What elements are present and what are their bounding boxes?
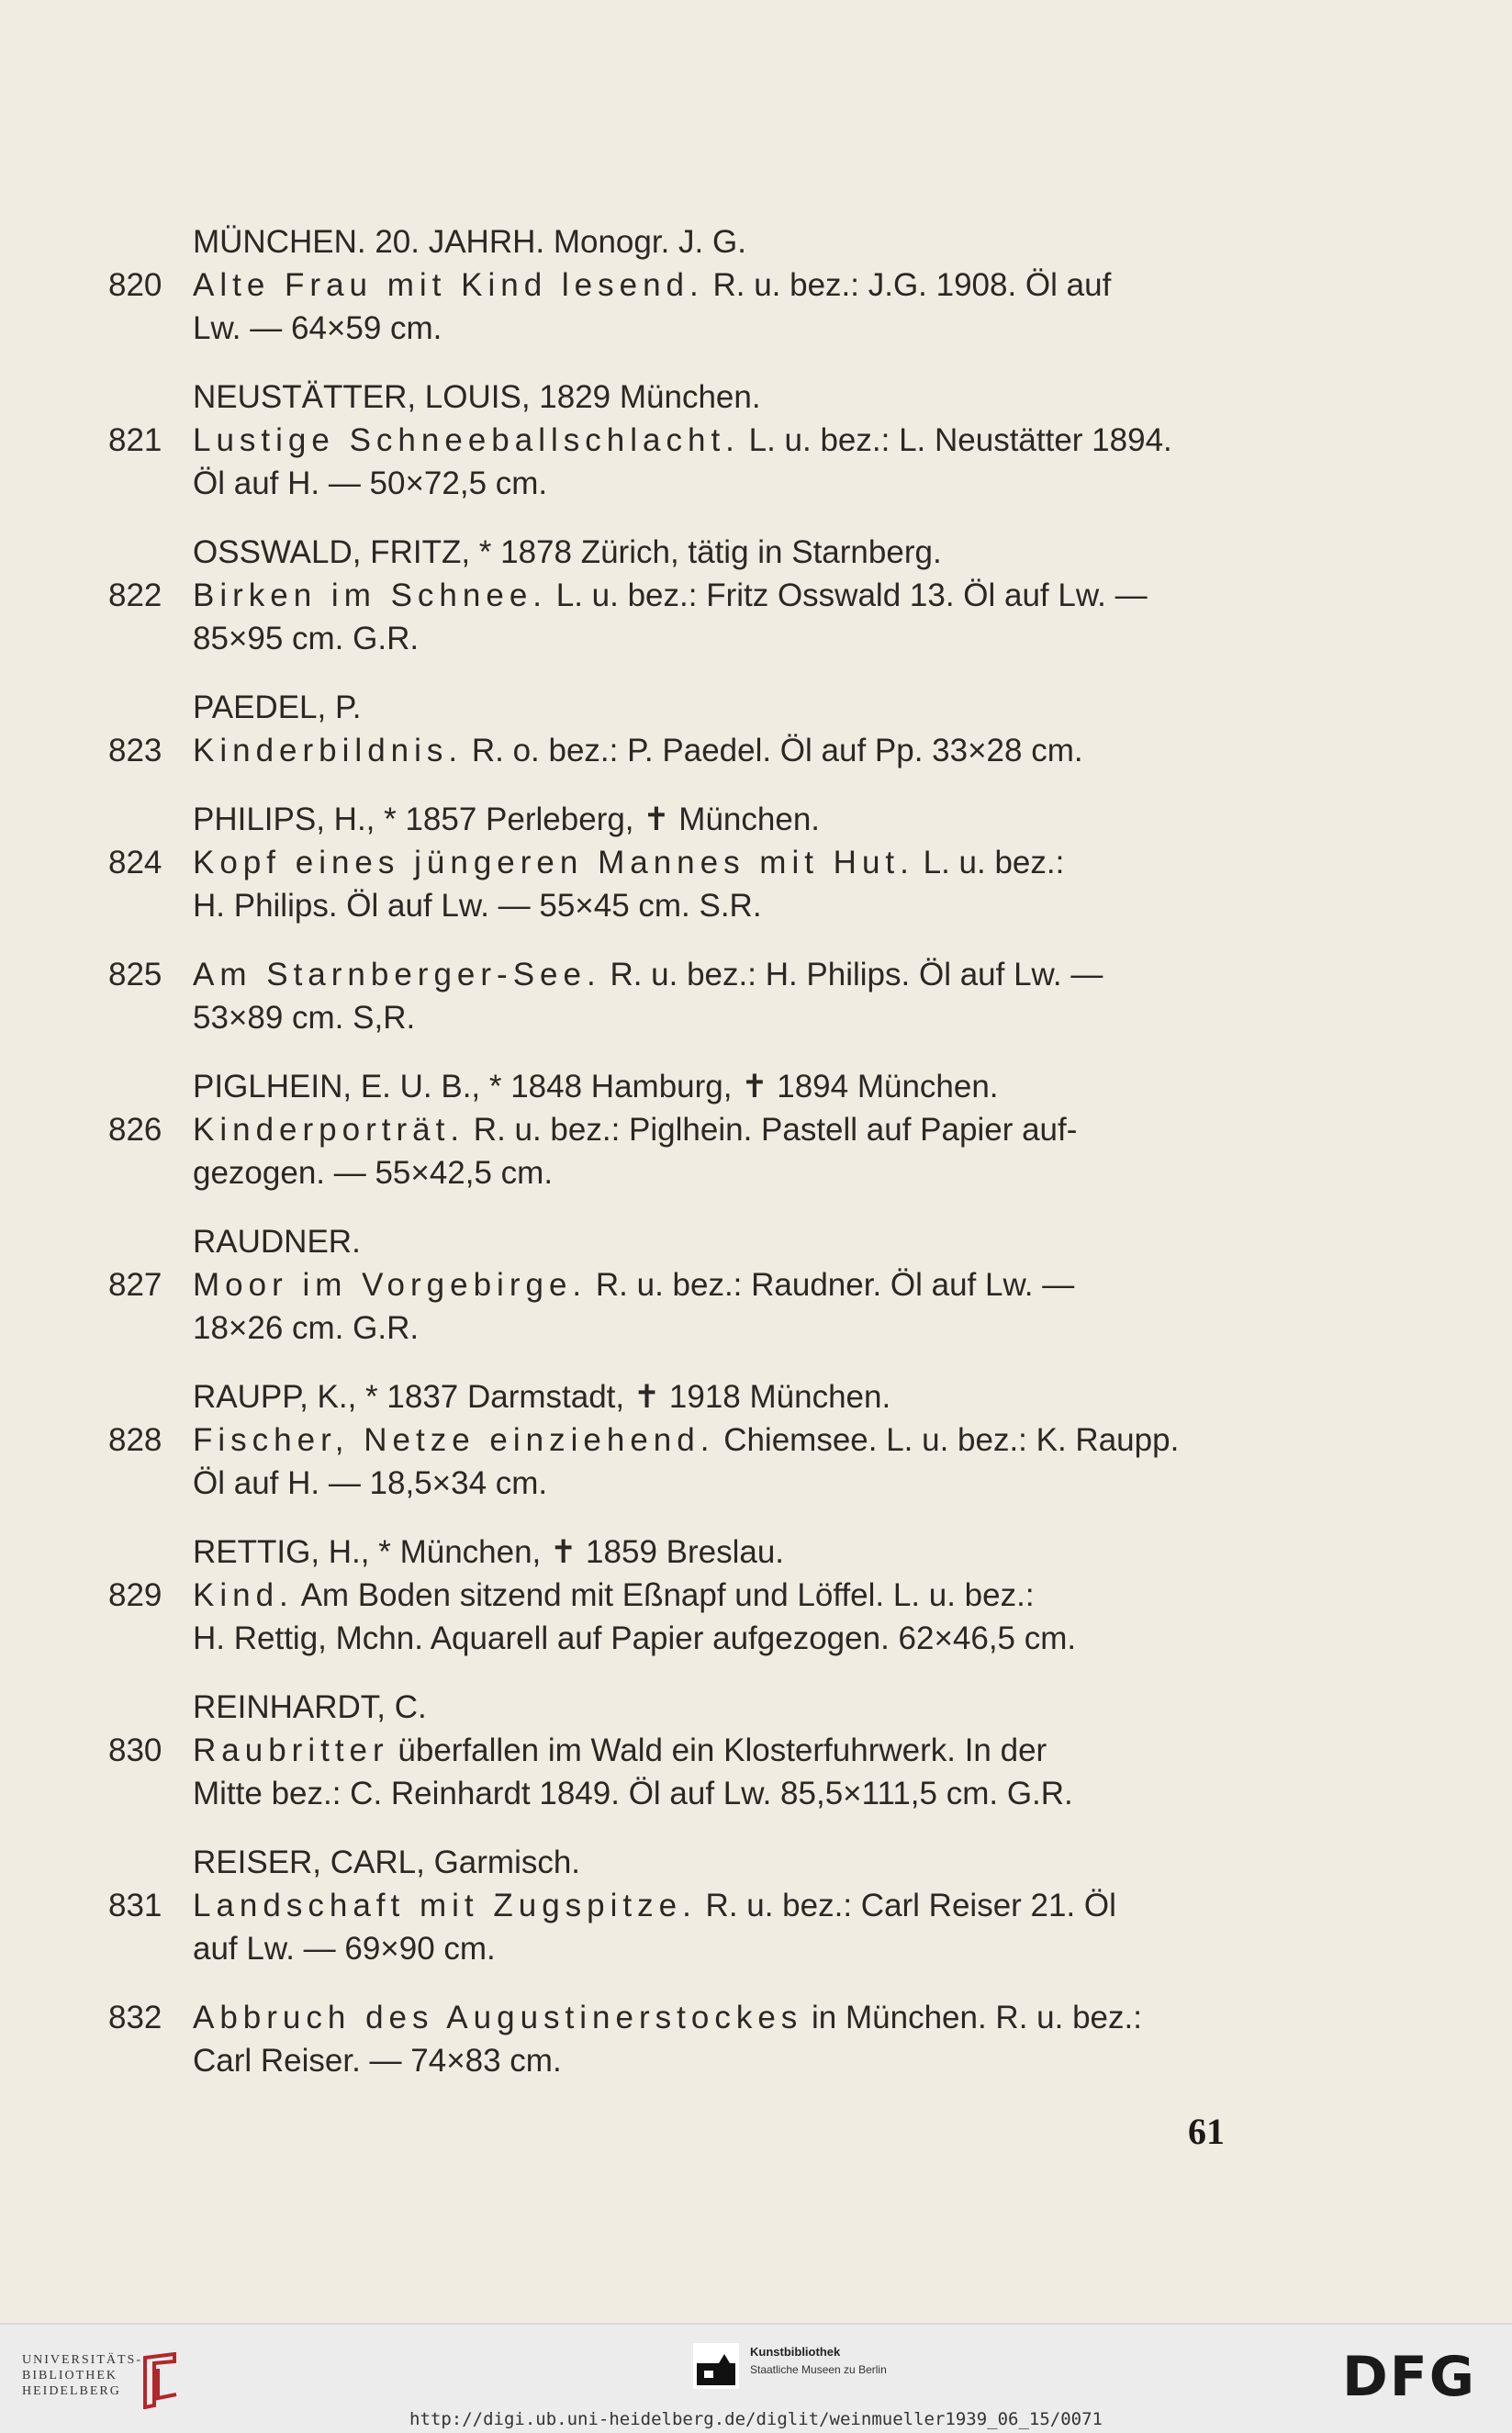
artist-heading: PIGLHEIN, E. U. B., * 1848 Hamburg, ✝ 1894 München. [193, 1069, 999, 1104]
lot-item [101, 1884, 1258, 1970]
lot-item [101, 1263, 1258, 1350]
lot-number: 826 [108, 1112, 162, 1148]
catalog-entry [101, 220, 1258, 350]
lot-description: überfallen im Wald ein Klosterfuhrwerk. In der [398, 1732, 1047, 1768]
kb-title: Kunstbibliothek [750, 2345, 841, 2359]
lot-description: Öl auf H. — 50×72,5 cm. [193, 465, 548, 501]
page-number: 61 [1188, 2111, 1225, 2152]
catalog-entries [101, 220, 1258, 2108]
catalog-entry [101, 1065, 1258, 1194]
lot-description: auf Lw. — 69×90 cm. [193, 1931, 496, 1967]
lot-item [101, 729, 1258, 772]
kunstbibliothek-logo[interactable] [693, 2343, 887, 2394]
lot-title: Kinderporträt. [193, 1112, 465, 1148]
catalog-entry [101, 953, 1258, 1039]
uni-logo-line: BIBLIOTHEK [22, 2369, 118, 2383]
artist-heading: RAUPP, K., * 1837 Darmstadt, ✝ 1918 München. [193, 1379, 891, 1415]
kunstbibliothek-emblem-icon [693, 2343, 739, 2389]
lot-description: R. u. bez.: Raudner. Öl auf Lw. — [595, 1267, 1075, 1303]
catalog-entry [101, 1220, 1258, 1350]
lot-description: Öl auf H. — 18,5×34 cm. [193, 1465, 548, 1501]
lot-item [101, 1574, 1258, 1660]
footer-bar [0, 2323, 1512, 2433]
lot-description: R. u. bez.: J.G. 1908. Öl auf [712, 267, 1112, 303]
lot-description: Chiemsee. L. u. bez.: K. Raupp. [723, 1422, 1180, 1458]
artist-heading: MÜNCHEN. 20. JAHRH. Monogr. J. G. [193, 224, 746, 260]
lot-item [101, 841, 1258, 927]
lot-description: 53×89 cm. S,R. [193, 1000, 416, 1036]
lot-number: 821 [108, 422, 162, 458]
lot-description: R. u. bez.: H. Philips. Öl auf Lw. — [610, 957, 1103, 992]
catalog-entry [101, 531, 1258, 660]
lot-title: Am Starnberger-See. [193, 957, 601, 992]
lot-number: 828 [108, 1422, 162, 1458]
lot-description: H. Rettig, Mchn. Aquarell auf Papier aufgezogen. 62×46,5 cm. [193, 1620, 1077, 1656]
catalog-entry [101, 798, 1258, 927]
lot-number: 824 [108, 845, 162, 880]
lot-title: Alte Frau mit Kind lesend. [193, 267, 704, 303]
lot-item [101, 419, 1258, 505]
catalog-entry [101, 1375, 1258, 1505]
lot-title: Lustige Schneeballschlacht. [193, 422, 740, 458]
lot-item [101, 1996, 1258, 2082]
catalog-entry [101, 1686, 1258, 1815]
lot-number: 827 [108, 1267, 162, 1303]
lot-description: L. u. bez.: Fritz Osswald 13. Öl auf Lw. — [555, 577, 1148, 613]
catalog-entry [101, 1530, 1258, 1660]
lot-number: 831 [108, 1888, 162, 1923]
uni-logo-line: UNIVERSITÄTS- [22, 2353, 142, 2367]
artist-heading: REISER, CARL, Garmisch. [193, 1844, 581, 1880]
lot-title: Moor im Vorgebirge. [193, 1267, 588, 1303]
artist-heading: RAUDNER. [193, 1224, 361, 1260]
lot-number: 825 [108, 957, 162, 992]
uni-emblem-icon [138, 2352, 184, 2409]
lot-description: Lw. — 64×59 cm. [193, 310, 442, 346]
artist-heading: PHILIPS, H., * 1857 Perleberg, ✝ München. [193, 802, 821, 837]
lot-item [101, 1418, 1258, 1505]
lot-item [101, 1729, 1258, 1815]
dfg-logo[interactable]: DFG [1342, 2345, 1477, 2409]
lot-item [101, 1108, 1258, 1194]
lot-title: Birken im Schnee. [193, 577, 548, 613]
lot-description: Carl Reiser. — 74×83 cm. [193, 2043, 562, 2079]
lot-title: Raubritter [193, 1732, 389, 1768]
lot-title: Landschaft mit Zugspitze. [193, 1888, 697, 1923]
catalog-entry [101, 1841, 1258, 1970]
lot-number: 830 [108, 1732, 162, 1768]
catalog-entry [101, 376, 1258, 505]
lot-description: L. u. bez.: [923, 845, 1065, 880]
lot-description: L. u. bez.: L. Neustätter 1894. [748, 422, 1172, 458]
artist-heading: REINHARDT, C. [193, 1689, 427, 1725]
lot-number: 820 [108, 267, 162, 303]
lot-item [101, 263, 1258, 350]
lot-description: in München. R. u. bez.: [812, 2000, 1142, 2035]
lot-description: R. u. bez.: Piglhein. Pastell auf Papier auf- [473, 1112, 1078, 1148]
lot-description: 85×95 cm. G.R. [193, 621, 420, 656]
artist-heading: RETTIG, H., * München, ✝ 1859 Breslau. [193, 1534, 785, 1570]
catalog-entry [101, 686, 1258, 772]
lot-title: Kinderbildnis. [193, 733, 464, 768]
lot-description: Mitte bez.: C. Reinhardt 1849. Öl auf Lw. 85,5×111,5 cm. G.R. [193, 1776, 1073, 1811]
artist-heading: OSSWALD, FRITZ, * 1878 Zürich, tätig in Starnberg. [193, 534, 942, 570]
lot-description: 18×26 cm. G.R. [193, 1310, 420, 1346]
lot-description: H. Philips. Öl auf Lw. — 55×45 cm. S.R. [193, 888, 762, 924]
lot-description: R. o. bez.: P. Paedel. Öl auf Pp. 33×28 cm. [471, 733, 1083, 768]
lot-number: 829 [108, 1577, 162, 1613]
lot-description: gezogen. — 55×42,5 cm. [193, 1155, 554, 1191]
artist-heading: NEUSTÄTTER, LOUIS, 1829 München. [193, 379, 761, 415]
uni-logo-line: HEIDELBERG [22, 2384, 121, 2398]
lot-number: 822 [108, 577, 162, 613]
lot-item [101, 574, 1258, 660]
artist-heading: PAEDEL, P. [193, 690, 362, 725]
lot-title: Kind. [193, 1577, 294, 1613]
catalog-entry [101, 1996, 1258, 2082]
lot-number: 823 [108, 733, 162, 768]
lot-number: 832 [108, 2000, 162, 2035]
lot-description: Am Boden sitzend mit Eßnapf und Löffel. L. u. bez.: [300, 1577, 1035, 1613]
lot-title: Fischer, Netze einziehend. [193, 1422, 715, 1458]
kb-subtitle: Staatliche Museen zu Berlin [750, 2363, 887, 2376]
lot-title: Kopf eines jüngeren Mannes mit Hut. [193, 845, 914, 880]
university-library-logo[interactable] [22, 2352, 142, 2399]
lot-title: Abbruch des Augustinerstockes [193, 2000, 803, 2035]
permalink-url[interactable]: http://digi.ub.uni-heidelberg.de/diglit/weinmueller1939_06_15/0071 [409, 2409, 1103, 2429]
lot-item [101, 953, 1258, 1039]
lot-description: R. u. bez.: Carl Reiser 21. Öl [705, 1888, 1116, 1923]
